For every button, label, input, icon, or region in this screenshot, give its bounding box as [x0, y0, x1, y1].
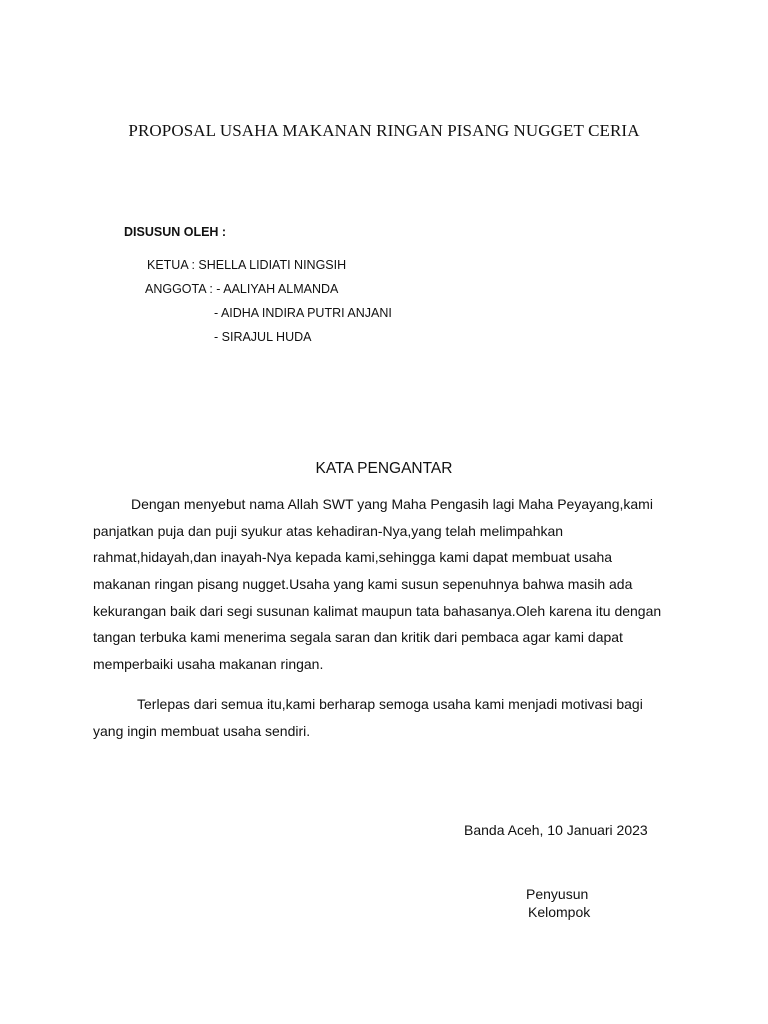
paragraph-line: makanan ringan pisang nugget.Usaha yang kami susun sepenuhnya bahwa masih ada [93, 576, 633, 593]
ketua-line: KETUA : SHELLA LIDIATI NINGSIH [147, 258, 347, 272]
paragraph-line: rahmat,hidayah,dan inayah-Nya kepada kami,sehingga kami dapat membuat usaha [93, 549, 613, 566]
anggota-line-1: ANGGOTA : - AALIYAH ALMANDA [145, 282, 339, 296]
preface-paragraph-2 [93, 691, 683, 744]
paragraph-line: memperbaiki usaha makanan ringan. [93, 656, 324, 673]
paragraph-line: yang ingin membuat usaha sendiri. [93, 722, 311, 739]
anggota-line-2: - AIDHA INDIRA PUTRI ANJANI [214, 306, 392, 320]
signer-label: Penyusun [526, 886, 589, 902]
preface-paragraph-1 [93, 491, 683, 678]
signer-group: Kelompok [528, 904, 591, 920]
authors-label: DISUSUN OLEH : [124, 225, 227, 239]
place-date: Banda Aceh, 10 Januari 2023 [464, 822, 648, 838]
paragraph-line: panjatkan puja dan puji syukur atas kehadiran-Nya,yang telah melimpahkan [93, 522, 564, 539]
document-title: PROPOSAL USAHA MAKANAN RINGAN PISANG NUGGET CERIA [128, 121, 640, 140]
paragraph-line: tangan terbuka kami menerima segala saran dan kritik dari pembaca agar kami dapat [93, 629, 623, 646]
paragraph-line: Terlepas dari semua itu,kami berharap semoga usaha kami menjadi motivasi bagi [137, 696, 643, 712]
preface-heading: KATA PENGANTAR [315, 460, 453, 477]
paragraph-line: kekurangan baik dari segi susunan kalimat maupun tata bahasanya.Oleh karena itu dengan [93, 602, 662, 619]
anggota-line-3: - SIRAJUL HUDA [214, 330, 312, 344]
paragraph-line: Dengan menyebut nama Allah SWT yang Maha Pengasih lagi Maha Peyayang,kami [131, 496, 653, 512]
